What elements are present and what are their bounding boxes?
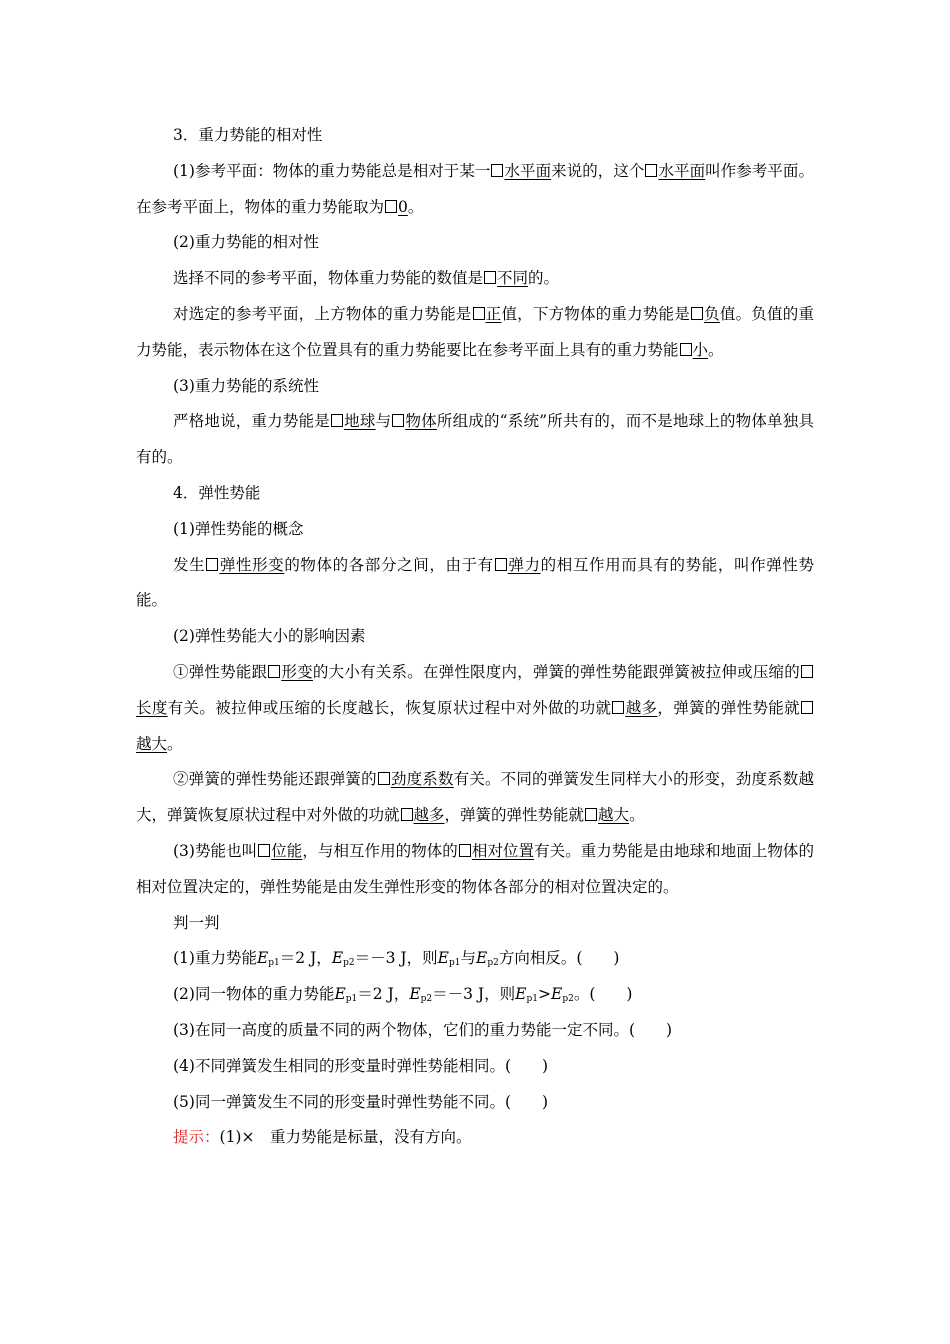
paragraph-sign-of-energy: 对选定的参考平面，上方物体的重力势能是 正值，下方物体的重力势能是 负值。负值的重力势能，表示物体在这个位置具有的重力势能要比在参考平面上具有的重力势能 小。	[136, 304, 814, 359]
paragraph-different-planes: 选择不同的参考平面，物体重力势能的数值是 不同的。	[173, 269, 560, 288]
blank-box	[258, 844, 270, 857]
blank-box	[268, 665, 280, 678]
blank-box	[392, 414, 404, 427]
subsection-system-title: (3)重力势能的系统性	[173, 376, 319, 395]
paragraph-system: 严格地说，重力势能是 地球与 物体所组成的“系统”所共有的，而不是地球上的物体单独具有的。	[136, 412, 814, 467]
section-4-title: 4．弹性势能	[173, 483, 261, 502]
blank-box	[801, 665, 813, 678]
blank-box	[206, 558, 218, 571]
subsection-relativity-title: (2)重力势能的相对性	[173, 233, 319, 252]
judge-question-1: (1)重力势能$E_{p1}=2$ J，$E_{p2}=-3$ J，则$E_{p1}$与$E_{p2}$方向相反。( )	[173, 949, 620, 969]
judge-question-2: (2)同一物体的重力势能$E_{p1}=2$ J，$E_{p2}=-3$ J，则$E_{p1}>E_{p2}$。( )	[173, 985, 633, 1005]
blank-box	[645, 164, 657, 177]
judge-question-5: (5)同一弹簧发生不同的形变量时弹性势能不同。( )	[173, 1092, 549, 1111]
section-3-title: 3．重力势能的相对性	[173, 126, 323, 144]
blank-box	[331, 414, 343, 427]
judge-title: 判一判	[173, 913, 220, 932]
paragraph-reference-plane: (1)参考平面：物体的重力势能总是相对于某一 水平面来说的，这个 水平面叫作参考平面。在参考平面上，物体的重力势能取为 0。	[136, 161, 814, 216]
blank-box	[484, 271, 496, 284]
hint-line	[136, 1120, 814, 1156]
paragraph-factor-deformation: ①弹性势能跟 形变的大小有关系。在弹性限度内，弹簧的弹性势能跟弹簧被拉伸或压缩的长度有关。被拉伸或压缩的长度越长，恢复原状过程中对外做的功就 越多，弹簧的弹性势能就越大。	[136, 655, 814, 762]
blank-box	[491, 164, 503, 177]
blank-box	[691, 307, 703, 320]
paragraph-elastic-concept: 发生 弹性形变的物体的各部分之间，由于有 弹力的相互作用而具有的势能，叫作弹性势能。	[136, 555, 814, 610]
subsection-elastic-concept-title: (1)弹性势能的概念	[173, 519, 304, 538]
paragraph-factor-stiffness: ②弹簧的弹性势能还跟弹簧的 劲度系数有关。不同的弹簧发生同样大小的形变，劲度系数越大，弹簧恢复原状过程中对外做的功就 越多，弹簧的弹性势能就 越大。	[136, 770, 814, 825]
document-page	[136, 118, 814, 1156]
blank-box	[585, 808, 597, 821]
blank-box	[612, 701, 624, 714]
subsection-factors-title: (2)弹性势能大小的影响因素	[173, 627, 366, 646]
hint-text: (1)× 重力势能是标量，没有方向。	[219, 1128, 472, 1147]
blank-box	[378, 772, 390, 785]
blank-box	[801, 701, 813, 714]
blank-box	[401, 808, 413, 821]
paragraph-potential-energy: (3)势能也叫 位能，与相互作用的物体的 相对位置有关。重力势能是由地球和地面上物体的相对位置决定的，弹性势能是由发生弹性形变的物体各部分的相对位置决定的。	[136, 841, 814, 896]
judge-question-4: (4)不同弹簧发生相同的形变量时弹性势能相同。( )	[173, 1056, 549, 1075]
blank-box	[473, 307, 485, 320]
blank-box	[459, 844, 471, 857]
judge-question-3: (3)在同一高度的质量不同的两个物体，它们的重力势能一定不同。( )	[173, 1020, 673, 1039]
blank-box	[385, 200, 397, 213]
blank-box	[680, 343, 692, 356]
blank-box	[495, 558, 507, 571]
hint-label: 提示：	[173, 1128, 220, 1147]
